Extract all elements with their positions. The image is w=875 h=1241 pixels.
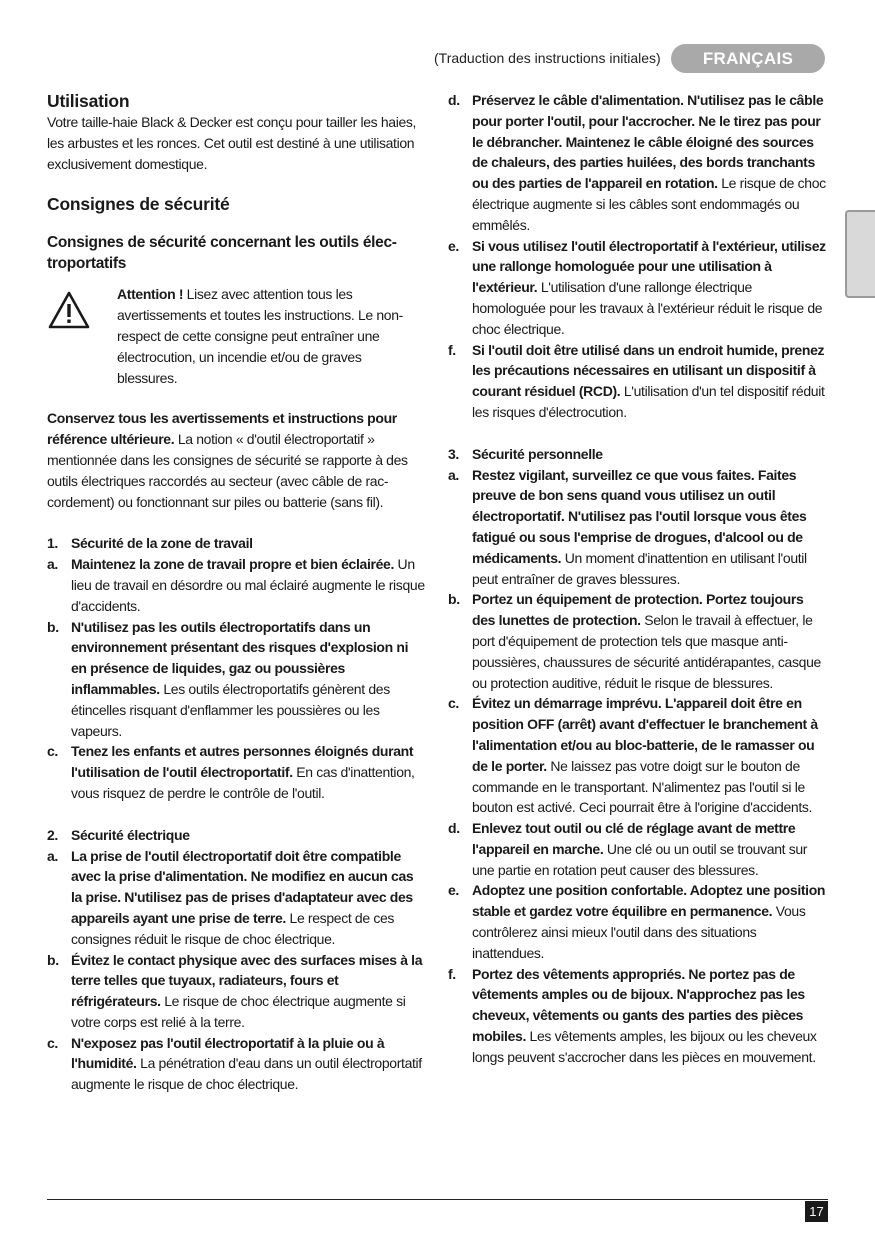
footer-rule [47, 1199, 828, 1200]
left-column [47, 90, 425, 1095]
warning-text [117, 284, 425, 388]
section-title: Sécurité électrique [71, 826, 190, 843]
side-thumb-tab [845, 210, 875, 298]
section-number: 1. [47, 535, 58, 552]
item-bold: Maintenez la zone de travail propre et bien éclairée. [71, 556, 395, 573]
item-body: La pénétration d'eau dans un outil électroportatif augmente le risque de choc électrique. [71, 1055, 422, 1093]
item-bold: Adoptez une position confortable. Adoptez une position stable et gardez votre équilibre en permanence. [472, 882, 826, 920]
safety-title: Consignes de sécurité [47, 194, 230, 215]
item-bold: Portez un équipement de protection. Portez toujours des lunettes de protection. [472, 591, 804, 629]
warning-body: Lisez avec attention tous les avertissements et toutes les instructions. Le non-respect de cette consigne peut entraîner une électrocution, un incendie et/ou de graves blessures. [117, 286, 403, 386]
list-item [47, 1033, 425, 1095]
item-bold: Restez vigilant, surveillez ce que vous faites. Faites preuve de bon sens quand vous utilisez un outil électroportatif. N'utilisez pas l'outil lorsque vous êtes fatigué ou sous l'emprise de drogues, d'alcool ou de médicaments. [472, 466, 807, 566]
section-work-area [47, 533, 425, 803]
section-heading [448, 444, 828, 465]
language-tab: FRANÇAIS [671, 44, 825, 73]
item-body: L'utilisation d'une rallonge électrique homologuée pour les travaux à l'extérieur réduit le risque de choc électrique. [472, 279, 823, 337]
item-body: L'utilisation d'un tel dispositif réduit les risques d'électrocution. [472, 383, 825, 420]
item-label: b. [47, 618, 59, 635]
item-body: Le risque de choc électrique augmente si les câbles sont endommagés ou emmêlés. [472, 175, 826, 233]
item-bold: Évitez un démarrage imprévu. L'appareil doit être en position OFF (arrêt) avant d'effectuer le branchement à l'alimentation et/ou au bloc-batterie, de le ramasser ou de le porter. [472, 695, 818, 774]
item-label: f. [448, 341, 456, 358]
item-body: Une clé ou un outil se trouvant sur une partie en rotation peut causer des blessures. [472, 840, 808, 878]
right-column [448, 90, 828, 1068]
list-item [448, 880, 828, 963]
item-bold: Préservez le câble d'alimentation. N'utilisez pas le câble pour porter l'outil, pour l'accrocher. Ne le tirez pas pour le débrancher. Maintenez le câble éloigné des sources de chaleurs, des parties huilées, des bords tranchants ou des parties de l'appareil en rotation. [472, 92, 824, 192]
keep-instructions-bold: Conservez tous les avertissements et instructions pour référence ultérieure. [47, 410, 397, 448]
item-bold: Enlevez tout outil ou clé de réglage avant de mettre l'appareil en marche. [472, 820, 796, 857]
item-label: a. [47, 556, 58, 573]
list-item [448, 589, 828, 693]
section-heading [47, 825, 425, 846]
item-body: Le risque de choc électrique augmente si votre corps est relié à la terre. [71, 993, 406, 1030]
item-bold: Évitez le contact physique avec des surfaces mises à la terre telles que tuyaux, radiateurs, fours et réfrigérateurs. [71, 951, 423, 1010]
item-text [472, 693, 828, 818]
warning-label: Attention ! [117, 286, 184, 303]
list-item [47, 846, 425, 950]
item-bold: N'utilisez pas les outils électroportatifs dans un environnement présentant des risques d'explosion ni en présence de liquides, gaz ou poussières inflammables. [71, 618, 409, 697]
item-text [71, 554, 425, 616]
power-tool-safety-title: Consignes de sécurité concernant les outils élec-troportatifs [47, 234, 397, 273]
item-label: c. [47, 1034, 58, 1051]
item-text [472, 236, 828, 340]
item-label: d. [448, 92, 460, 108]
item-label: a. [448, 466, 459, 483]
item-body: Un lieu de travail en désordre ou mal éclairé augmente le risque d'accidents. [71, 556, 425, 614]
item-body: Ne laissez pas votre doigt sur le bouton de commande en le transportant. N'alimentez pas l'outil si le bouton est activé. Ceci pourrait être à l'origine d'accidents. [472, 757, 813, 816]
item-bold: N'exposez pas l'outil électroportatif à la pluie ou à l'humidité. [71, 1034, 385, 1072]
list-item [47, 741, 425, 803]
section-electrical [47, 825, 425, 1095]
item-bold: Portez des vêtements appropriés. Ne portez pas de vêtements amples ou de bijoux. N'approchez pas les cheveux, vêtements ou gants des parties des pièces mobiles. [472, 965, 805, 1045]
list-item [448, 90, 828, 236]
item-body: Selon le travail à effectuer, le port d'équipement de protection tels que masque anti-poussières, chaussures de sécurité antidérapantes, casque ou protection auditive, réduit le risque de blessures. [472, 612, 821, 691]
list-item [448, 818, 828, 880]
warning-triangle-icon [47, 284, 117, 388]
section-title: Sécurité de la zone de travail [71, 535, 253, 552]
item-label: c. [448, 695, 459, 712]
item-text [71, 1033, 425, 1095]
item-body: Les outils électroportatifs génèrent des étincelles risquant d'enflammer les poussières ou les vapeurs. [71, 680, 390, 739]
list-item [47, 554, 425, 616]
item-text [472, 465, 828, 590]
warning-block [47, 284, 425, 388]
keep-instructions-text: La notion « d'outil électroportatif » mentionnée dans les consignes de sécurité se rapporte à des outils électriques raccordés au secteur (avec câble de rac-cordement) ou fonctionnant sur piles ou batterie (sans fil). [47, 431, 408, 510]
item-label: c. [47, 743, 58, 760]
item-text [472, 818, 828, 880]
item-bold: La prise de l'outil électroportatif doit être compatible avec la prise d'alimentation. Ne modifiez en aucun cas la prise. N'utilisez pas de prises d'adaptateur avec des appareils ayant une prise de terre. [71, 847, 414, 926]
list-item [448, 465, 828, 590]
section-title: Sécurité personnelle [472, 445, 603, 462]
usage-title: Utilisation [47, 91, 130, 111]
section-heading [47, 533, 425, 554]
list-item [47, 950, 425, 1033]
list-item [47, 617, 425, 742]
page-number: 17 [805, 1201, 828, 1222]
electrical-continued [448, 90, 828, 423]
item-label: f. [448, 965, 456, 982]
item-body: Vous contrôlerez ainsi mieux l'outil dans des situations inattendues. [472, 903, 806, 961]
list-item [448, 964, 828, 1068]
list-item [448, 236, 828, 340]
item-bold: Tenez les enfants et autres personnes éloignés durant l'utilisation de l'outil électroportatif. [71, 743, 414, 781]
item-label: d. [448, 820, 460, 837]
item-text [472, 90, 828, 236]
item-text [71, 741, 425, 803]
translation-note: (Traduction des instructions initiales) [434, 50, 661, 66]
item-bold: Si l'outil doit être utilisé dans un endroit humide, prenez les précautions nécessaires en utilisant un dispositif à courant résiduel (RCD). [472, 341, 825, 400]
item-label: a. [47, 847, 58, 864]
item-text [472, 964, 828, 1068]
item-text [71, 846, 425, 950]
list-item [448, 693, 828, 818]
usage-text: Votre taille-haie Black & Decker est conçu pour tailler les haies, les arbustes et les ronces. Cet outil est destiné à une utilisation exclusivement domestique. [47, 114, 417, 172]
section-personal-safety [448, 444, 828, 1068]
item-label: e. [448, 882, 459, 899]
item-label: b. [47, 951, 59, 968]
keep-instructions [47, 408, 425, 512]
section-number: 3. [448, 445, 459, 462]
item-text [71, 617, 425, 742]
item-text [472, 880, 828, 963]
item-bold: Si vous utilisez l'outil électroportatif à l'extérieur, utilisez une rallonge homologuée pour une utilisation à l'extérieur. [472, 237, 826, 296]
item-body: Les vêtements amples, les bijoux ou les cheveux longs peuvent s'accrocher dans les pièces en mouvement. [472, 1028, 817, 1065]
item-body: En cas d'inattention, vous risquez de perdre le contrôle de l'outil. [71, 764, 415, 801]
item-text [472, 589, 828, 693]
item-label: e. [448, 237, 459, 254]
section-number: 2. [47, 826, 58, 843]
item-label: b. [448, 591, 460, 608]
list-item [448, 340, 828, 423]
item-body: Un moment d'inattention en utilisant l'outil peut entraîner de graves blessures. [472, 549, 807, 587]
item-text [472, 340, 828, 423]
item-body: Le respect de ces consignes réduit le risque de choc électrique. [71, 909, 395, 947]
item-text [71, 950, 425, 1033]
